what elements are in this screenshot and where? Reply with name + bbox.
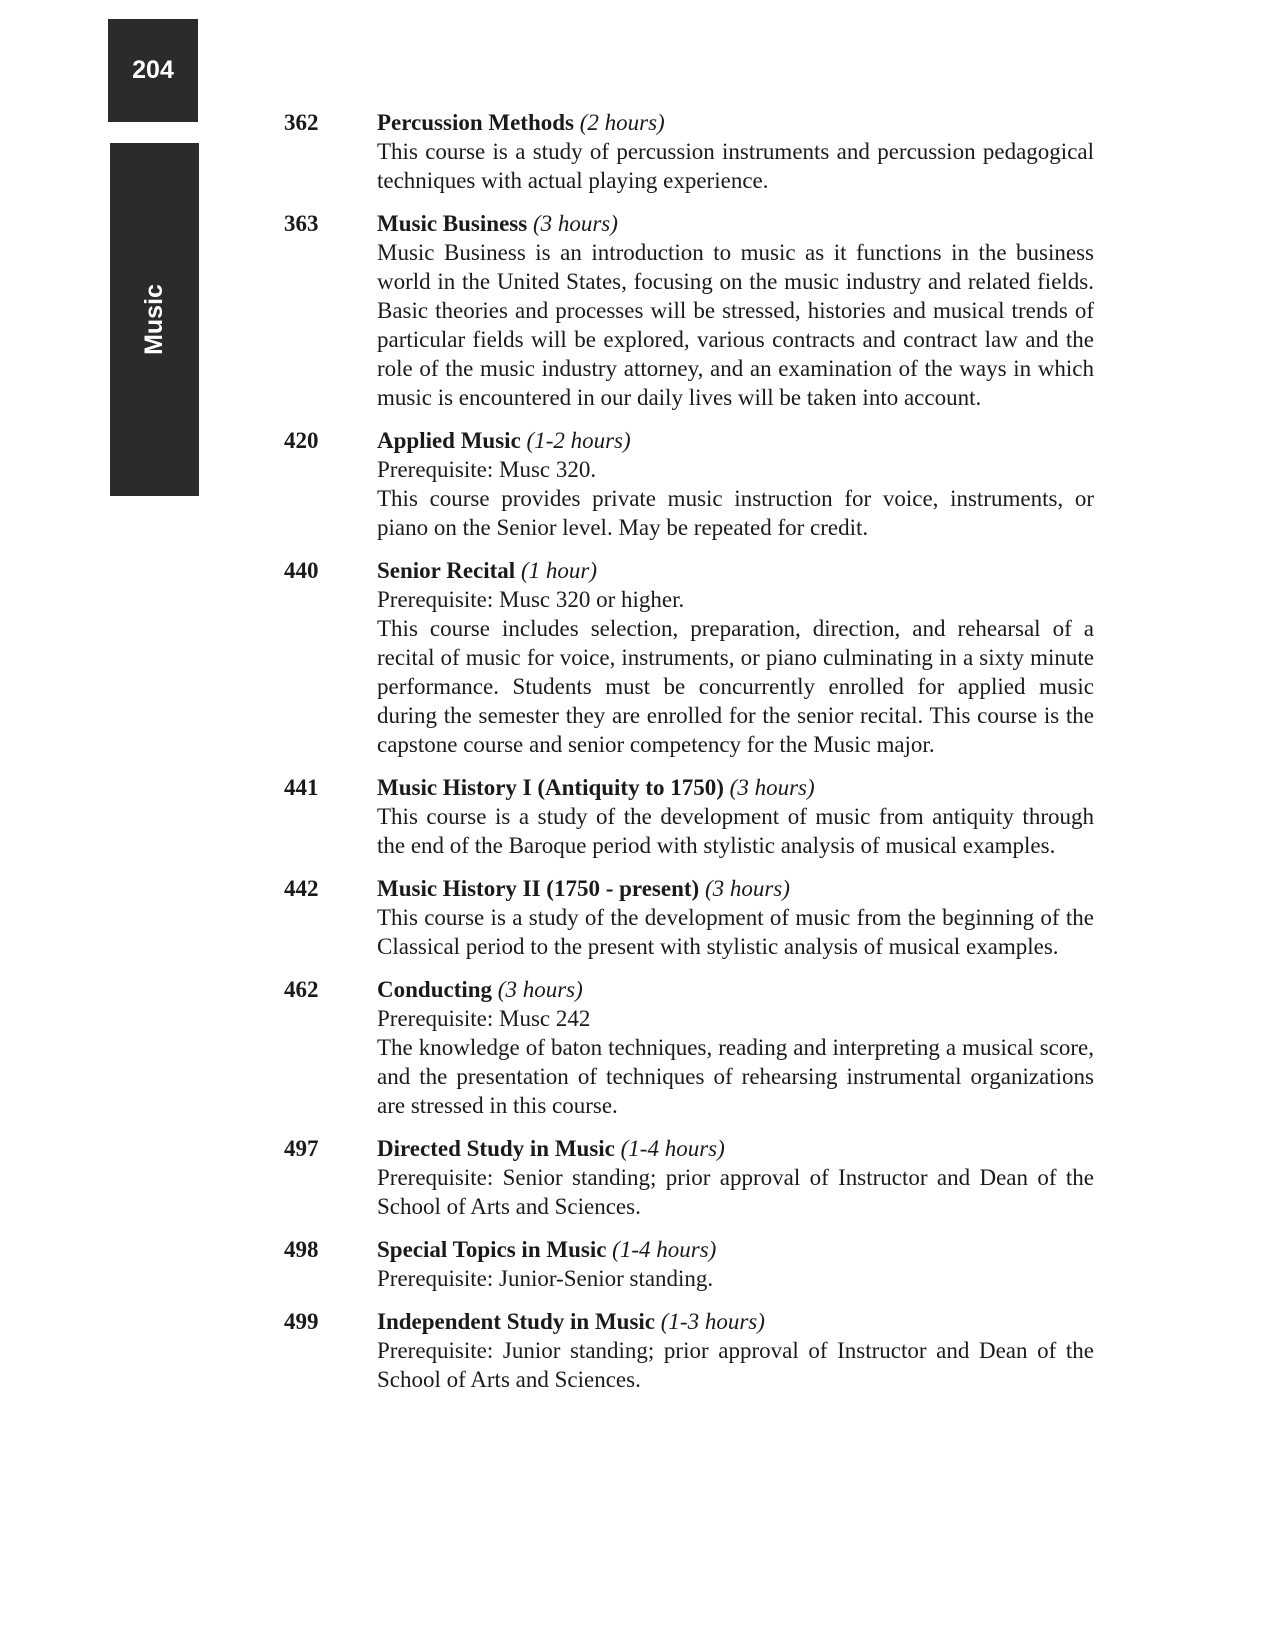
course-number: 363 [284, 211, 319, 236]
page-number: 204 [132, 56, 174, 84]
course-body [377, 209, 1094, 412]
course-prerequisite: Prerequisite: Junior standing; prior approval of Instructor and Dean of the School of Arts and Sciences. [377, 1338, 1094, 1392]
course-title: Percussion Methods [377, 110, 574, 135]
course-hours: (1-4 hours) [620, 1136, 725, 1161]
course-body [377, 426, 1094, 542]
course-number: 462 [284, 977, 319, 1002]
course-heading [377, 1307, 1094, 1336]
course-heading [377, 426, 1094, 455]
course-prerequisite: Prerequisite: Junior-Senior standing. [377, 1266, 714, 1291]
course-hours: (1 hour) [520, 558, 597, 583]
course-description: This course includes selection, preparation, direction, and rehearsal of a recital of music for voice, instruments, or piano culminating in a sixty minute performance. Students must be concurrently enrolled for applied music during the semester they are enrolled for the senior recital. This course is the capstone course and senior competency for the Music major. [377, 616, 1094, 757]
course-entry [284, 426, 1094, 542]
course-hours: (3 hours) [729, 775, 815, 800]
course-body [377, 556, 1094, 759]
course-description: This course is a study of percussion instruments and percussion pedagogical techniques with actual playing experience. [377, 139, 1094, 193]
course-description: Music Business is an introduction to music as it functions in the business world in the United States, focusing on the music industry and related fields. Basic theories and processes will be stressed, histories and musical trends of particular fields will be explored, various contracts and contract law and the role of the music industry attorney, and an examination of the ways in which music is encountered in our daily lives will be taken into account. [377, 240, 1094, 410]
course-heading [377, 874, 1094, 903]
course-number: 442 [284, 876, 319, 901]
course-body [377, 1235, 1094, 1293]
course-title: Conducting [377, 977, 493, 1002]
course-entry [284, 975, 1094, 1120]
course-title: Applied Music [377, 428, 521, 453]
course-body [377, 108, 1094, 195]
course-hours: (2 hours) [579, 110, 665, 135]
course-hours: (1-4 hours) [612, 1237, 717, 1262]
course-number: 498 [284, 1237, 319, 1262]
course-heading [377, 108, 1094, 137]
course-title: Directed Study in Music [377, 1136, 615, 1161]
course-body [377, 773, 1094, 860]
course-heading [377, 773, 1094, 802]
course-prerequisite: Prerequisite: Musc 320 or higher. [377, 587, 685, 612]
section-tab [110, 143, 199, 496]
course-title: Music History II (1750 - present) [377, 876, 700, 901]
course-entry [284, 209, 1094, 412]
course-entry [284, 773, 1094, 860]
course-number: 420 [284, 428, 319, 453]
course-number: 440 [284, 558, 319, 583]
course-description: This course is a study of the development of music from the beginning of the Classical period to the present with stylistic analysis of musical examples. [377, 905, 1094, 959]
course-hours: (1-2 hours) [526, 428, 631, 453]
course-entry [284, 556, 1094, 759]
course-heading [377, 209, 1094, 238]
course-body [377, 1307, 1094, 1394]
course-title: Music History I (Antiquity to 1750) [377, 775, 724, 800]
course-prerequisite: Prerequisite: Musc 320. [377, 457, 597, 482]
course-title: Senior Recital [377, 558, 516, 583]
course-heading [377, 1235, 1094, 1264]
course-prerequisite: Prerequisite: Musc 242 [377, 1006, 591, 1031]
course-number: 362 [284, 110, 319, 135]
course-prerequisite: Prerequisite: Senior standing; prior approval of Instructor and Dean of the School of Arts and Sciences. [377, 1165, 1094, 1219]
course-description: This course is a study of the development of music from antiquity through the end of the Baroque period with stylistic analysis of musical examples. [377, 804, 1094, 858]
course-entry [284, 1307, 1094, 1394]
course-body [377, 874, 1094, 961]
course-description: The knowledge of baton techniques, reading and interpreting a musical score, and the presentation of techniques of rehearsing instrumental organizations are stressed in this course. [377, 1035, 1094, 1118]
course-hours: (1-3 hours) [660, 1309, 765, 1334]
course-list [284, 108, 1094, 1408]
course-hours: (3 hours) [704, 876, 790, 901]
course-heading [377, 556, 1094, 585]
course-number: 499 [284, 1309, 319, 1334]
course-title: Independent Study in Music [377, 1309, 655, 1334]
page-number-tab [108, 19, 198, 122]
course-hours: (3 hours) [532, 211, 618, 236]
course-description: This course provides private music instruction for voice, instruments, or piano on the Senior level. May be repeated for credit. [377, 486, 1094, 540]
course-number: 441 [284, 775, 319, 800]
course-heading [377, 975, 1094, 1004]
course-entry [284, 874, 1094, 961]
course-number: 497 [284, 1136, 319, 1161]
section-label: Music [139, 284, 168, 355]
course-body [377, 975, 1094, 1120]
course-heading [377, 1134, 1094, 1163]
course-entry [284, 1235, 1094, 1293]
course-entry [284, 1134, 1094, 1221]
course-body [377, 1134, 1094, 1221]
course-hours: (3 hours) [497, 977, 583, 1002]
course-entry [284, 108, 1094, 195]
course-title: Music Business [377, 211, 528, 236]
course-title: Special Topics in Music [377, 1237, 607, 1262]
